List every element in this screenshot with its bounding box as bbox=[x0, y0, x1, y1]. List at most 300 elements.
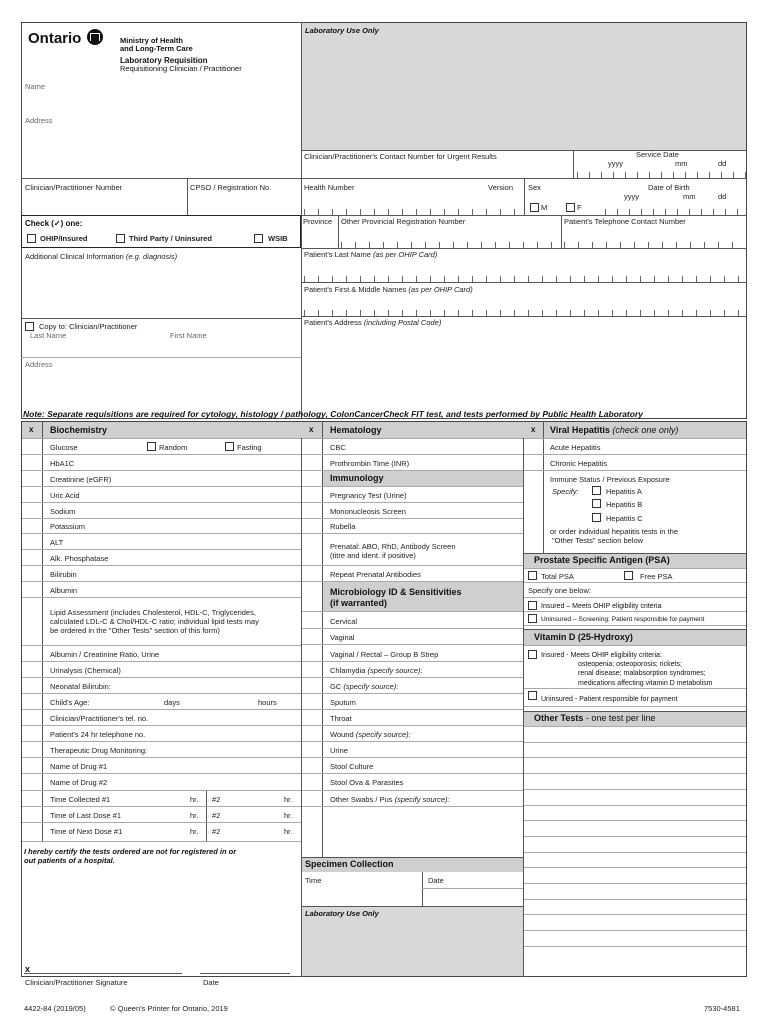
patient-last-label bbox=[304, 251, 437, 259]
row-line bbox=[22, 502, 301, 503]
char-tick bbox=[665, 209, 666, 215]
gc-text: GC bbox=[330, 682, 342, 691]
row-line bbox=[524, 946, 746, 947]
patient-24-label: Patient's 24 hr telephone no. bbox=[50, 730, 146, 739]
char-tick bbox=[416, 209, 417, 215]
vaginal-label: Vaginal bbox=[330, 633, 355, 642]
hr-1: hr. bbox=[190, 795, 199, 804]
specimen-date-label: Date bbox=[428, 876, 444, 885]
row-line bbox=[524, 742, 746, 743]
char-tick bbox=[369, 242, 370, 248]
row-line bbox=[22, 533, 301, 534]
specify-label: Specify: bbox=[552, 487, 579, 496]
sig-date-line bbox=[200, 973, 290, 974]
char-tick bbox=[341, 242, 342, 248]
other-tests-title bbox=[534, 714, 655, 723]
char-tick bbox=[577, 172, 578, 178]
specimen-time-label: Time bbox=[305, 876, 322, 885]
row-line bbox=[524, 726, 746, 727]
patient-last-text: Patient's Last Name bbox=[304, 250, 371, 259]
psa-insured-checkbox[interactable] bbox=[528, 601, 537, 610]
rubella-label: Rubella bbox=[330, 522, 356, 531]
row-line bbox=[22, 757, 301, 758]
char-tick bbox=[704, 242, 705, 248]
copy-address-label: Address bbox=[25, 360, 53, 369]
char-tick bbox=[416, 310, 417, 316]
char-tick bbox=[690, 242, 691, 248]
char-tick bbox=[653, 209, 654, 215]
contact-number-label: Clinician/Practitioner's Contact Number for Urgent Results bbox=[304, 152, 497, 161]
char-tick bbox=[383, 242, 384, 248]
row-line bbox=[22, 790, 301, 791]
row-line bbox=[524, 470, 746, 471]
char-tick bbox=[411, 242, 412, 248]
char-tick bbox=[654, 310, 655, 316]
gc-label bbox=[330, 683, 398, 691]
specimen-title: Specimen Collection bbox=[305, 859, 394, 869]
cervical-label: Cervical bbox=[330, 617, 358, 626]
char-tick bbox=[495, 242, 496, 248]
row-line bbox=[22, 841, 301, 842]
copy-to-checkbox[interactable] bbox=[25, 322, 34, 331]
cbc-label: CBC bbox=[330, 443, 346, 452]
psa-insured-label: Insured – Meets OHIP eligibility criteria bbox=[541, 603, 662, 610]
num2-1: #2 bbox=[212, 795, 221, 804]
viral-title bbox=[550, 426, 678, 435]
char-tick bbox=[500, 276, 501, 282]
signature-label: Clinician/Practitioner Signature bbox=[25, 978, 128, 987]
char-tick bbox=[725, 209, 726, 215]
char-tick bbox=[592, 242, 593, 248]
row-line bbox=[302, 502, 523, 503]
char-tick bbox=[601, 172, 602, 178]
separate-requisitions-note: Note: Separate requisitions are required for cytology, histology / pathology, ColonCancerCheck FIT test, and tests performed by Public Health Laboratory bbox=[23, 409, 643, 419]
random-label: Random bbox=[159, 443, 188, 452]
patient-first-label bbox=[304, 286, 473, 294]
char-tick bbox=[620, 242, 621, 248]
row-line bbox=[524, 438, 746, 439]
check-one-label: Check (✓) one: bbox=[25, 219, 83, 228]
ministry-line1: Ministry of Health bbox=[120, 36, 183, 45]
char-tick bbox=[472, 209, 473, 215]
viral-title-note: (check one only) bbox=[612, 425, 679, 435]
char-tick bbox=[648, 242, 649, 248]
char-tick bbox=[738, 310, 739, 316]
ohip-label: OHIP/Insured bbox=[40, 234, 88, 243]
char-tick bbox=[696, 276, 697, 282]
hepA-label: Hepatitis A bbox=[606, 487, 642, 496]
row-line bbox=[524, 454, 746, 455]
gc-note: (specify source): bbox=[343, 682, 399, 691]
hours-label: hours bbox=[258, 698, 277, 707]
lipid-line3: be ordered in the "Other Tests" section of this form) bbox=[50, 626, 220, 635]
other-tests-title-text: Other Tests bbox=[534, 713, 584, 723]
phone-divider bbox=[561, 215, 562, 248]
char-tick bbox=[570, 310, 571, 316]
char-tick bbox=[617, 209, 618, 215]
row-line bbox=[302, 486, 523, 487]
row-line bbox=[22, 565, 301, 566]
copyright: © Queen's Printer for Ontario, 2019 bbox=[110, 1004, 228, 1013]
col-divider-2 bbox=[523, 421, 524, 977]
row-line bbox=[524, 773, 746, 774]
patient-address-text: Patient's Address bbox=[304, 318, 362, 327]
char-tick bbox=[612, 276, 613, 282]
char-tick bbox=[514, 310, 515, 316]
row-line bbox=[302, 757, 523, 758]
urinalysis-label: Urinalysis (Chemical) bbox=[50, 666, 121, 675]
patient-first-text: Patient's First & Middle Names bbox=[304, 285, 407, 294]
char-tick bbox=[439, 242, 440, 248]
char-tick bbox=[654, 276, 655, 282]
service-date-divider bbox=[573, 150, 574, 178]
char-tick bbox=[673, 172, 674, 178]
row-line bbox=[524, 883, 746, 884]
row-line bbox=[22, 773, 301, 774]
albumin-label: Albumin bbox=[50, 586, 78, 595]
char-tick bbox=[304, 310, 305, 316]
row-line bbox=[422, 888, 523, 889]
char-tick bbox=[564, 242, 565, 248]
row-line bbox=[524, 706, 746, 707]
row-line bbox=[22, 693, 301, 694]
potassium-label: Potassium bbox=[50, 522, 86, 531]
patient-last-note: (as per OHIP Card) bbox=[372, 250, 438, 259]
left-rule-3 bbox=[21, 318, 301, 319]
row-line bbox=[302, 741, 523, 742]
form-code: 7530-4581 bbox=[704, 1004, 740, 1013]
creatinine-label: Creatinine (eGFR) bbox=[50, 475, 112, 484]
num2-3: #2 bbox=[212, 827, 221, 836]
specimen-top-rule bbox=[301, 857, 523, 858]
ova-label: Stool Ova & Parasites bbox=[330, 778, 404, 787]
char-tick bbox=[346, 276, 347, 282]
wound-note: (specify source): bbox=[355, 730, 411, 739]
hepB-checkbox[interactable] bbox=[592, 499, 601, 508]
x-col-3: x bbox=[531, 425, 536, 434]
fasting-checkbox[interactable] bbox=[225, 442, 234, 451]
row-line bbox=[22, 806, 301, 807]
row-line bbox=[302, 790, 523, 791]
sex-male-label: M bbox=[541, 203, 548, 212]
total-psa-label: Total PSA bbox=[541, 572, 574, 581]
row-line bbox=[524, 930, 746, 931]
row-line bbox=[524, 789, 746, 790]
char-tick bbox=[551, 242, 552, 248]
form-title: Laboratory Requisition bbox=[120, 56, 208, 65]
char-tick bbox=[662, 242, 663, 248]
row-line bbox=[524, 820, 746, 821]
char-tick bbox=[738, 276, 739, 282]
vitd-uninsured-checkbox[interactable] bbox=[528, 691, 537, 700]
char-tick bbox=[713, 209, 714, 215]
sex-male-checkbox[interactable] bbox=[530, 203, 539, 212]
char-tick bbox=[626, 310, 627, 316]
char-tick bbox=[641, 209, 642, 215]
char-tick bbox=[430, 276, 431, 282]
form-number: 4422-84 (2019/05) bbox=[24, 1004, 86, 1013]
other-tests-top-rule bbox=[523, 711, 747, 712]
row-line bbox=[302, 725, 523, 726]
char-tick bbox=[486, 276, 487, 282]
patient-phone-label: Patient's Telephone Contact Number bbox=[564, 217, 686, 226]
service-dd: dd bbox=[718, 159, 727, 168]
hr-6: hr. bbox=[284, 827, 293, 836]
cpso-divider bbox=[187, 178, 188, 215]
alt-label: ALT bbox=[50, 538, 64, 547]
char-tick bbox=[682, 276, 683, 282]
vitd-insured-checkbox[interactable] bbox=[528, 650, 537, 659]
char-tick bbox=[481, 242, 482, 248]
row-line bbox=[524, 645, 746, 646]
signature-line bbox=[24, 973, 182, 974]
copy-last-name-label: Last Name bbox=[30, 331, 67, 340]
char-tick bbox=[402, 209, 403, 215]
char-tick bbox=[629, 209, 630, 215]
certify-line2: out patients of a hospital. bbox=[24, 856, 115, 865]
additional-info-text: Additional Clinical Information bbox=[25, 252, 124, 261]
row-line bbox=[524, 914, 746, 915]
ohip-checkbox[interactable] bbox=[27, 234, 36, 243]
char-tick bbox=[542, 310, 543, 316]
char-tick bbox=[346, 209, 347, 215]
row-line bbox=[524, 568, 746, 569]
vitd-criteria-3: medications affecting vitamin D metabolism bbox=[578, 680, 713, 687]
char-tick bbox=[661, 172, 662, 178]
free-psa-checkbox[interactable] bbox=[624, 571, 633, 580]
row-line bbox=[302, 806, 523, 807]
lab-use-area-top bbox=[302, 23, 746, 150]
hr-5: hr. bbox=[284, 811, 293, 820]
patient-address-note: (including Postal Code) bbox=[363, 318, 442, 327]
row-line bbox=[302, 454, 523, 455]
specimen-bottom-rule bbox=[301, 906, 523, 907]
row-line bbox=[524, 625, 746, 626]
mono-label: Mononucleosis Screen bbox=[330, 507, 406, 516]
clin-tel-label: Clinician/Practitioner's tel. no. bbox=[50, 714, 149, 723]
dob-mm: mm bbox=[683, 192, 696, 201]
row-line bbox=[524, 805, 746, 806]
acr-label: Albumin / Creatinine Ratio, Urine bbox=[50, 650, 160, 659]
char-tick bbox=[710, 310, 711, 316]
char-tick bbox=[578, 242, 579, 248]
vitd-insured-label: Insured - Meets OHIP eligibility criteria: bbox=[541, 652, 662, 659]
row-line bbox=[302, 644, 523, 645]
sex-label: Sex bbox=[528, 183, 541, 192]
drug1-label: Name of Drug #1 bbox=[50, 762, 108, 771]
dob-yyyy: yyyy bbox=[624, 192, 639, 201]
row-line bbox=[22, 486, 301, 487]
patient-first-note: (as per OHIP Card) bbox=[408, 285, 473, 294]
col-divider-1 bbox=[301, 421, 302, 977]
total-psa-checkbox[interactable] bbox=[528, 571, 537, 580]
char-tick bbox=[467, 242, 468, 248]
form-subtitle: Requisitioning Clinician / Practitioner bbox=[120, 64, 242, 73]
acute-label: Acute Hepatitis bbox=[550, 443, 601, 452]
row-line bbox=[22, 549, 301, 550]
repeat-label: Repeat Prenatal Antibodies bbox=[330, 570, 421, 579]
char-tick bbox=[458, 209, 459, 215]
char-tick bbox=[668, 276, 669, 282]
char-tick bbox=[453, 242, 454, 248]
char-tick bbox=[397, 242, 398, 248]
additional-info-eg: (e.g. diagnosis) bbox=[125, 252, 178, 261]
bilirubin-label: Bilirubin bbox=[50, 570, 77, 579]
hr-3: hr. bbox=[190, 827, 199, 836]
random-checkbox[interactable] bbox=[147, 442, 156, 451]
row-line bbox=[22, 741, 301, 742]
char-tick bbox=[425, 242, 426, 248]
sex-female-label: F bbox=[577, 203, 582, 212]
free-psa-label: Free PSA bbox=[640, 572, 673, 581]
prenatal-line1: Prenatal: ABO, RhD, Antibody Screen bbox=[330, 542, 456, 551]
char-tick bbox=[528, 310, 529, 316]
urine-label: Urine bbox=[330, 746, 348, 755]
lab-use-label-top: Laboratory Use Only bbox=[305, 26, 379, 35]
right-rule-4 bbox=[301, 248, 747, 249]
char-tick bbox=[500, 209, 501, 215]
vitd-uninsured-label: Uninsured - Patient responsible for payment bbox=[541, 696, 678, 703]
row-line bbox=[22, 597, 301, 598]
char-tick bbox=[721, 172, 722, 178]
char-tick bbox=[318, 276, 319, 282]
char-tick bbox=[444, 209, 445, 215]
sputum-label: Sputum bbox=[330, 698, 356, 707]
name-label: Name bbox=[25, 82, 46, 91]
time-last-label: Time of Last Dose #1 bbox=[50, 811, 122, 820]
row-line bbox=[302, 661, 523, 662]
prenatal-line2: (titre and ident. if positive) bbox=[330, 551, 416, 560]
hepA-checkbox[interactable] bbox=[592, 486, 601, 495]
char-tick bbox=[430, 209, 431, 215]
hepC-checkbox[interactable] bbox=[592, 513, 601, 522]
address-label: Address bbox=[25, 116, 53, 125]
wsib-checkbox[interactable] bbox=[254, 234, 263, 243]
right-rule-3 bbox=[301, 215, 747, 216]
char-tick bbox=[584, 310, 585, 316]
char-tick bbox=[605, 209, 606, 215]
chlamydia-label: Chlamydia (specify source): bbox=[330, 666, 423, 675]
uric-label: Uric Acid bbox=[50, 491, 80, 500]
char-tick bbox=[676, 242, 677, 248]
psa-title: Prostate Specific Antigen (PSA) bbox=[534, 555, 670, 565]
hr-2: hr. bbox=[190, 811, 199, 820]
lab-use-label-bottom: Laboratory Use Only bbox=[305, 909, 379, 918]
row-line bbox=[302, 581, 523, 582]
chronic-label: Chronic Hepatitis bbox=[550, 459, 608, 468]
row-line bbox=[302, 611, 523, 612]
char-tick bbox=[444, 276, 445, 282]
hepC-label: Hepatitis C bbox=[606, 514, 643, 523]
row-line bbox=[22, 725, 301, 726]
char-tick bbox=[458, 310, 459, 316]
char-tick bbox=[304, 276, 305, 282]
char-tick bbox=[304, 209, 305, 215]
char-tick bbox=[318, 209, 319, 215]
char-tick bbox=[360, 209, 361, 215]
row-line bbox=[22, 677, 301, 678]
char-tick bbox=[355, 242, 356, 248]
service-date-label: Service Date bbox=[636, 150, 679, 159]
row-line bbox=[524, 757, 746, 758]
chlamydia-note: (specify source) bbox=[367, 666, 421, 675]
sex-divider bbox=[524, 178, 525, 215]
psa-top-rule bbox=[523, 553, 747, 554]
biochemistry-title: Biochemistry bbox=[50, 425, 108, 435]
char-tick bbox=[514, 209, 515, 215]
order-line2: "Other Tests" section below bbox=[552, 536, 644, 545]
char-tick bbox=[444, 310, 445, 316]
right-rule-5 bbox=[301, 282, 747, 283]
drug2-label: Name of Drug #2 bbox=[50, 778, 108, 787]
hepB-label: Hepatitis B bbox=[606, 500, 643, 509]
inr-label: Prothrombin Time (INR) bbox=[330, 459, 410, 468]
char-tick bbox=[500, 310, 501, 316]
row-line bbox=[22, 709, 301, 710]
lipid-line2: calculated LDL-C & Chol/HDL-C ratio; individual lipid tests may bbox=[50, 617, 259, 626]
immune-label: Immune Status / Previous Exposure bbox=[550, 475, 670, 484]
char-tick bbox=[416, 276, 417, 282]
childs-age-label: Child's Age: bbox=[50, 698, 90, 707]
char-tick bbox=[430, 310, 431, 316]
row-line bbox=[524, 852, 746, 853]
row-line bbox=[524, 611, 746, 612]
wound-text: Wound bbox=[330, 730, 354, 739]
additional-info-label bbox=[25, 253, 177, 261]
char-tick bbox=[640, 310, 641, 316]
row-line bbox=[524, 597, 746, 598]
sex-female-checkbox[interactable] bbox=[566, 203, 575, 212]
alk-label: Alk. Phosphatase bbox=[50, 554, 109, 563]
days-label: days bbox=[164, 698, 180, 707]
copy-to-label: Copy to: Clinician/Practitioner bbox=[39, 322, 138, 331]
vitd-criteria-2: renal disease; malabsorption syndromes; bbox=[578, 670, 706, 677]
char-tick bbox=[486, 209, 487, 215]
row-line bbox=[22, 661, 301, 662]
char-tick bbox=[732, 242, 733, 248]
char-tick bbox=[514, 276, 515, 282]
time-next-label: Time of Next Dose #1 bbox=[50, 827, 123, 836]
char-tick bbox=[625, 172, 626, 178]
char-tick bbox=[634, 242, 635, 248]
other-reg-label: Other Provincial Registration Number bbox=[341, 217, 466, 226]
char-tick bbox=[402, 310, 403, 316]
char-tick bbox=[689, 209, 690, 215]
swabs-label bbox=[330, 796, 450, 804]
fasting-label: Fasting bbox=[237, 443, 262, 452]
char-tick bbox=[724, 276, 725, 282]
wsib-label: WSIB bbox=[268, 234, 288, 243]
x-col-line-3 bbox=[543, 421, 544, 553]
char-tick bbox=[402, 276, 403, 282]
lipid-line1: Lipid Assessment (includes Cholesterol, HDL-C, Triglycerides, bbox=[50, 608, 256, 617]
vitd-criteria-1: osteopenia; osteoporosis; rickets; bbox=[578, 661, 682, 668]
char-tick bbox=[701, 209, 702, 215]
row-line bbox=[22, 645, 301, 646]
row-line bbox=[22, 822, 301, 823]
third-party-checkbox[interactable] bbox=[116, 234, 125, 243]
char-tick bbox=[458, 276, 459, 282]
psa-uninsured-checkbox[interactable] bbox=[528, 614, 537, 623]
dob-dd: dd bbox=[718, 192, 727, 201]
copy-first-name-label: First Name bbox=[170, 331, 207, 340]
row-line bbox=[302, 565, 523, 566]
order-line1: or order individual hepatitis tests in the bbox=[550, 527, 678, 536]
row-line bbox=[22, 438, 301, 439]
char-tick bbox=[388, 310, 389, 316]
char-tick bbox=[733, 172, 734, 178]
row-line bbox=[22, 581, 301, 582]
